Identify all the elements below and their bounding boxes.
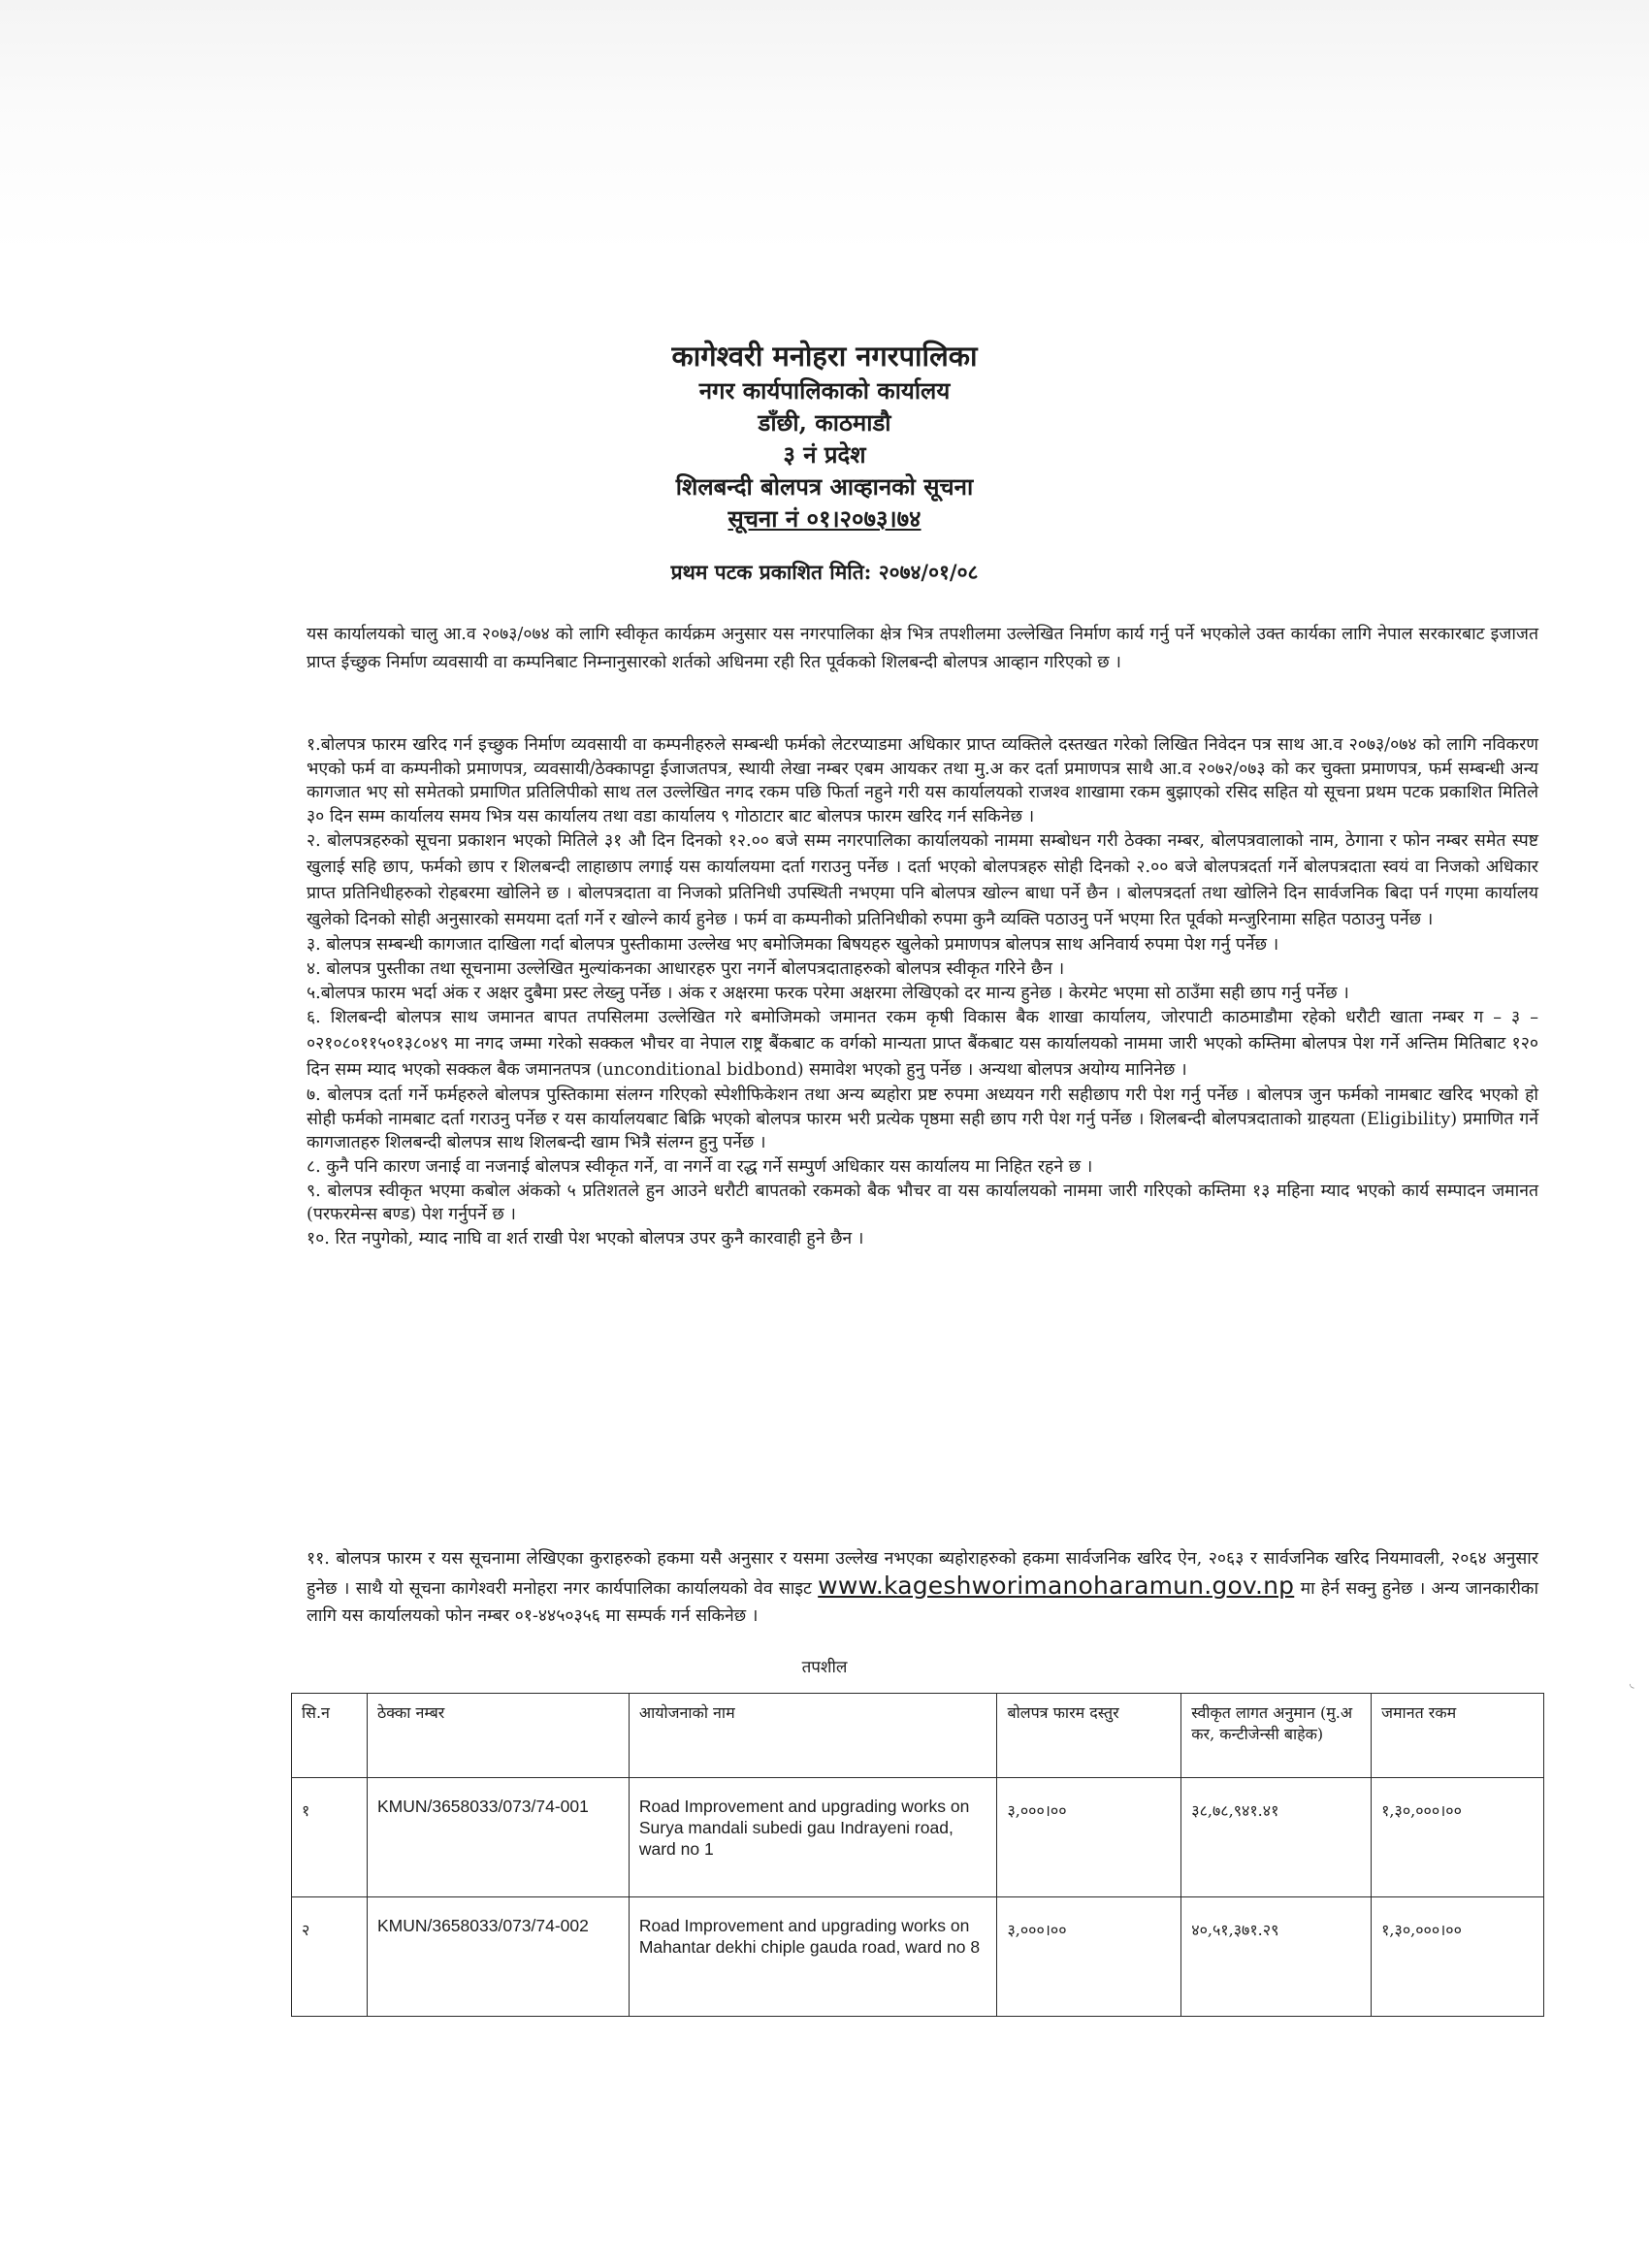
province: ३ नं प्रदेश	[783, 440, 866, 469]
office-location: डाँछी, काठमाडौ	[758, 408, 891, 437]
table-row	[292, 1897, 1544, 2017]
row-security-amount: १,३०,०००।००	[1372, 1897, 1544, 2017]
clause-5: ५.बोलपत्र फारम भर्दा अंक र अक्षर दुबैमा प्रस्ट लेख्नु पर्नेछ । अंक र अक्षरमा फरक परेमा अक्षरमा लेखिएको दर मान्य हुनेछ । केरमेट भएमा सो ठाउँमा सही छाप गर्नु पर्नेछ ।	[307, 983, 1349, 1003]
header-cost-estimate: स्वीकृत लागत अनुमान (मु.अ कर, कन्टीजेन्सी बाहेक)	[1181, 1694, 1372, 1778]
notice-title: शिलबन्दी बोलपत्र आव्हानको सूचना	[675, 472, 974, 501]
notice-number: सूचना नं ०१।२०७३।७४	[728, 504, 922, 533]
header-form-fee: बोलपत्र फारम दस्तुर	[997, 1694, 1181, 1778]
row-security-amount: १,३०,०००।००	[1372, 1778, 1544, 1897]
row-contract-no: KMUN/3658033/073/74-001	[367, 1778, 629, 1897]
organization-name: कागेश्वरी मनोहरा नगरपालिका	[671, 340, 978, 373]
clause-3: ३. बोलपत्र सम्बन्धी कागजात दाखिला गर्दा बोलपत्र पुस्तीकामा उल्लेख भए बमोजिमका बिषयहरु खुलेको प्रमाणपत्र बोलपत्र साथ अनिवार्य रुपमा पेश गर्नु पर्नेछ ।	[307, 935, 1279, 956]
clause-9: ९. बोलपत्र स्वीकृत भएमा कबोल अंकको ५ प्रतिशतले हुन आउने धरौटी बापतको रकमको बैक भौचर वा यस कार्यालयको नाममा जारी गरिएको कम्तिमा १३ महिना म्याद भएको कार्य सम्पादन जमानत (परफरमेन्स बण्ड) पेश गर्नुपर्ने छ ।	[307, 1181, 1538, 1225]
row-project-name: Road Improvement and upgrading works on Mahantar dekhi chiple gauda road, ward no 8	[629, 1897, 997, 2017]
clause-7: ७. बोलपत्र दर्ता गर्ने फर्महरुले बोलपत्र पुस्तिकामा संलग्न गरिएको स्पेशीफिकेशन तथा अन्य ब्यहोरा प्रष्ट रुपमा अध्ययन गरी सहीछाप गरी पेश गर्नु पर्नेछ । बोलपत्र जुन फर्मको नामबाट खरिद भएको हो सोही फर्मको नामबाट दर्ता गराउनु पर्नेछ र यस कार्यालयबाट बिक्रि भएको बोलपत्र फारम भरी प्रत्येक पृष्ठमा सही छाप गरी पेश गर्नु पर्नेछ । शिलबन्दी बोलपत्रदाताको ग्राहयता (Eligibility) प्रमाणित गर्ने कागजातहरु शिलबन्दी बोलपत्र साथ शिलबन्दी खाम भित्रै संलग्न हुनु पर्नेछ ।	[307, 1085, 1538, 1153]
notice-header	[0, 338, 1649, 535]
clause-4: ४. बोलपत्र पुस्तीका तथा सूचनामा उल्लेखित मुल्यांकनका आधारहरु पुरा नगर्ने बोलपत्रदाताहरुको बोलपत्र स्वीकृत गरिने छैन ।	[307, 958, 1065, 979]
header-security-amount: जमानत रकम	[1372, 1694, 1544, 1778]
clause-2: २. बोलपत्रहरुको सूचना प्रकाशन भएको मितिले ३१ औ दिन दिनको १२.०० बजे सम्म नगरपालिका कार्यालयको नाममा सम्बोधन गरी ठेक्का नम्बर, बोलपत्रवालाको नाम, ठेगाना र फोन नम्बर समेत स्पष्ट खुलाई सहि छाप, फर्मको छाप र शिलबन्दी लाहाछाप लगाई यस कार्यालयमा दर्ता गराउनु पर्नेछ । दर्ता भएको बोलपत्रहरु सोही दिनको २.०० बजे बोलपत्रदर्ता गर्ने बोलपत्रदाता स्वयं वा निजको अधिकार प्राप्त प्रतिनिधीहरुको रोहबरमा खोलिने छ । बोलपत्रदाता वा निजको प्रतिनिधी उपस्थिती नभएमा पनि बोलपत्र खोल्न बाधा पर्ने छैन । बोलपत्रदर्ता तथा खोलिने दिन सार्वजनिक बिदा पर्न गएमा कार्यालय खुलेको दिनको सोही अनुसारको समयमा दर्ता गर्ने र खोल्ने कार्य हुनेछ । फर्म वा कम्पनीको प्रतिनिधीको रुपमा कुनै व्यक्ति पठाउनु पर्ने भएमा रित पूर्वको मन्जुरिनामा सहित पठाउनु पर्नेछ ।	[307, 831, 1538, 930]
row-contract-no: KMUN/3658033/073/74-002	[367, 1897, 629, 2017]
row-form-fee: ३,०००।००	[997, 1778, 1181, 1897]
row-sn: १	[292, 1778, 368, 1897]
row-cost-estimate: ४०,५१,३७१.२९	[1181, 1897, 1372, 2017]
publication-date: प्रथम पटक प्रकाशित मिति: २०७४/०१/०८	[670, 560, 979, 584]
clause-1: १.बोलपत्र फारम खरिद गर्न इच्छुक निर्माण व्यवसायी वा कम्पनीहरुले सम्बन्धी फर्मको लेटरप्याडमा अधिकार प्राप्त व्यक्तिले दस्तखत गरेको लिखित निवेदन पत्र साथ आ.व २०७३/०७४ को लागि नविकरण भएको फर्म वा कम्पनीको प्रमाणपत्र, व्यवसायी/ठेक्कापट्टा ईजाजतपत्र, स्थायी लेखा नम्बर एबम आयकर तथा मु.अ कर दर्ता प्रमाणपत्र साथै आ.व २०७२/०७३ को कर चुक्ता प्रमाणपत्र, फर्म सम्बन्धी अन्य कागजात भए सो समेतको प्रमाणित प्रतिलिपीको साथ तल उल्लेखित नगद रकम पछि फिर्ता नहुने गरी यस कार्यालयको राजश्व शाखामा रकम बुझाएको रसिद सहित यो सूचना प्रथम पटक प्रकाशित मितिले ३० दिन सम्म कार्यालय समय भित्र यस कार्यालय तथा वडा कार्यालय ९ गोठाटार बाट बोलपत्र फारम खरिद गर्न सकिनेछ ।	[307, 735, 1538, 826]
clause-6: ६. शिलबन्दी बोलपत्र साथ जमानत बापत तपसिलमा उल्लेखित गरे बमोजिमको जमानत रकम कृषी विकास बैक शाखा कार्यालय, जोरपाटी काठमाडौमा रहेको धरौटी खाता नम्बर ग – ३ – ०२१०८०११५०१३८०४९ मा नगद जम्मा गरेको सक्कल भौचर वा नेपाल राष्ट्र बैंकबाट क वर्गको मान्यता प्राप्त बैंकबाट यस कार्यालयको नाममा जारी भएको कम्तिमा बोलपत्र पेश गर्ने अन्तिम मितिबाट १२० दिन सम्म म्याद भएको सक्कल बैक जमानतपत्र (unconditional bidbond) समावेश भएको हुनु पर्नेछ । अन्यथा बोलपत्र अयोग्य मानिनेछ ।	[307, 1008, 1538, 1081]
website-link[interactable]: www.kageshworimanoharamun.gov.np	[818, 1571, 1295, 1600]
clause-11	[307, 1545, 1538, 1630]
office-name: नगर कार्यपालिकाको कार्यालय	[698, 376, 951, 405]
header-sn: सि.न	[292, 1694, 368, 1778]
header-project-name: आयोजनाको नाम	[629, 1694, 997, 1778]
schedule-title: तपशील	[801, 1658, 848, 1677]
header-contract-no: ठेक्का नम्बर	[367, 1694, 629, 1778]
scan-margin-mark: ◟	[1630, 1676, 1634, 1690]
clause-11-text: ११. बोलपत्र फारम र यस सूचनामा लेखिएका कुराहरुको हकमा यसै अनुसार र यसमा उल्लेख नभएका ब्यहोराहरुको हकमा सार्वजनिक खरिद ऐन, २०६३ र सार्वजनिक खरिद नियमावली, २०६४ अनुसार हुनेछ । साथै यो सूचना कागेश्वरी मनोहरा नगर कार्यपालिका कार्यालयको वेव साइट	[307, 1549, 1538, 1599]
clauses-list	[307, 733, 1538, 1250]
clause-11-contact: मा हेर्न सक्नु हुनेछ । अन्य जानकारीका लागि यस कार्यालयको फोन नम्बर ०१-४४५०३५६ मा सम्पर्क गर्न सकिनेछ ।	[307, 1579, 1539, 1626]
intro-paragraph: यस कार्यालयको चालु आ.व २०७३/०७४ को लागि स्वीकृत कार्यक्रम अनुसार यस नगरपालिका क्षेत्र भित्र तपशीलमा उल्लेखित निर्माण कार्य गर्नु पर्ने भएकोले उक्त कार्यका लागि नेपाल सरकारबाट इजाजत प्राप्त ईच्छुक निर्माण व्यवसायी वा कम्पनिबाट निम्नानुसारको शर्तको अधिनमा रही रित पूर्वकको शिलबन्दी बोलपत्र आव्हान गरिएको छ ।	[307, 625, 1538, 672]
table-header-row	[292, 1694, 1544, 1778]
schedule-table	[291, 1693, 1544, 2017]
clause-8: ८. कुनै पनि कारण जनाई वा नजनाई बोलपत्र स्वीकृत गर्ने, वा नगर्ने वा रद्ध गर्ने सम्पुर्ण अधिकार यस कार्यालय मा निहित रहने छ ।	[307, 1156, 1093, 1177]
row-cost-estimate: ३८,७८,९४१.४१	[1181, 1778, 1372, 1897]
clause-10: १०. रित नपुगेको, म्याद नाघि वा शर्त राखी पेश भएको बोलपत्र उपर कुनै कारवाही हुने छैन ।	[307, 1228, 864, 1248]
row-sn: २	[292, 1897, 368, 2017]
table-row	[292, 1778, 1544, 1897]
row-form-fee: ३,०००।००	[997, 1897, 1181, 2017]
row-project-name: Road Improvement and upgrading works on Surya mandali subedi gau Indrayeni road, ward no 1	[629, 1778, 997, 1897]
